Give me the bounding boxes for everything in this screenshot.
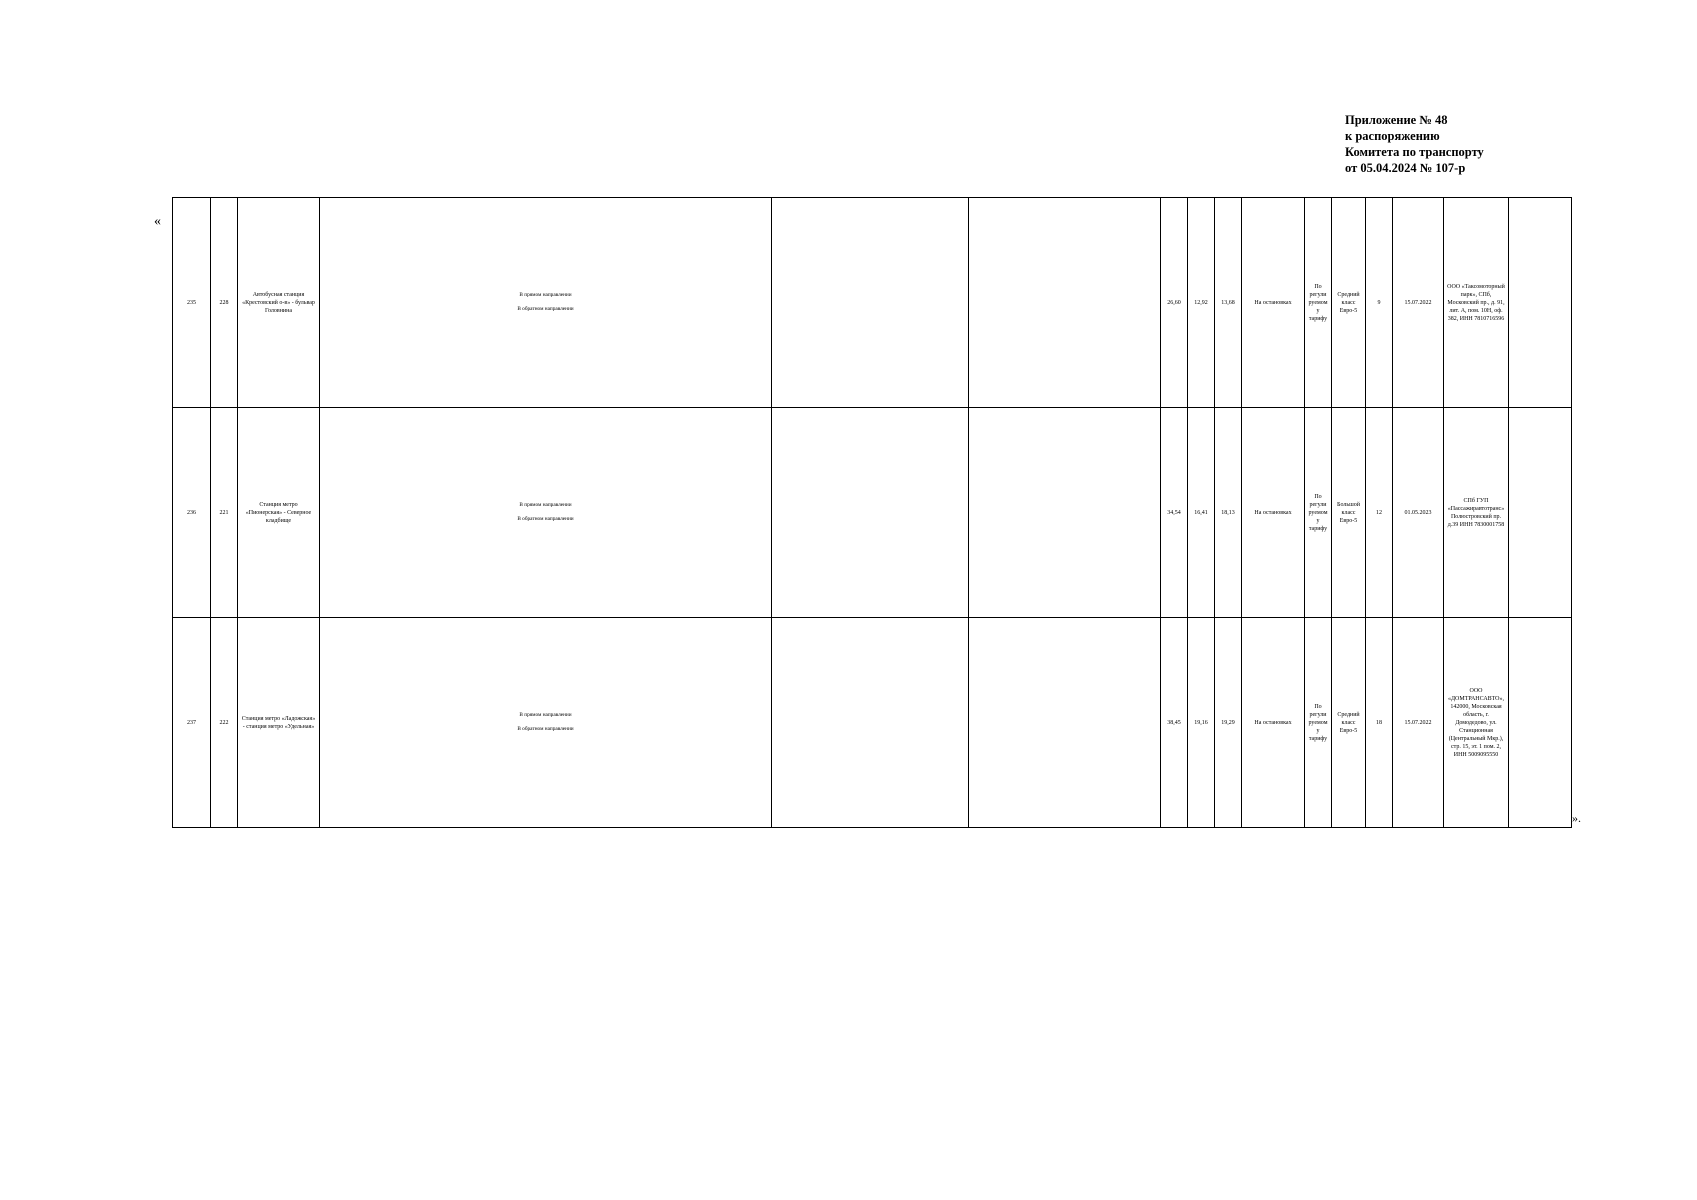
cell-route-name: Станция метро «Ладожская» - станция метро «Удельная» bbox=[238, 618, 320, 828]
cell-length-total: 34,54 bbox=[1161, 408, 1188, 618]
cell-vehicle-count: 12 bbox=[1366, 408, 1393, 618]
cell-carrier: СПб ГУП «Пассажиравтотранс» Полюстровский пр. д.39 ИНН 7830001758 bbox=[1444, 408, 1509, 618]
cell-reg-number: 237 bbox=[173, 618, 211, 828]
cell-vehicle-class: Средний класс Евро-5 bbox=[1332, 198, 1366, 408]
cell-streets-forward bbox=[772, 198, 969, 408]
cell-tariff: По регулируемому тарифу bbox=[1305, 618, 1332, 828]
cell-start-date: 15.07.2022 bbox=[1393, 618, 1444, 828]
cell-streets-forward bbox=[772, 618, 969, 828]
direction-forward-title: В прямом направлении bbox=[519, 712, 572, 718]
direction-backward-title: В обратном направлении bbox=[517, 726, 574, 732]
direction-backward-title: В обратном направлении bbox=[517, 306, 574, 312]
cell-reg-number: 235 bbox=[173, 198, 211, 408]
cell-route-name: Автобусная станция «Крестовский о-в» - бульвар Головнина bbox=[238, 198, 320, 408]
cell-route-number: 228 bbox=[211, 198, 238, 408]
cell-length-backward: 13,68 bbox=[1215, 198, 1242, 408]
cell-streets-forward bbox=[772, 408, 969, 618]
route-register-table bbox=[172, 197, 1572, 828]
cell-route-path bbox=[320, 618, 772, 828]
opening-quote: « bbox=[154, 214, 161, 229]
cell-empty bbox=[1509, 618, 1572, 828]
appendix-committee: Комитета по транспорту bbox=[1345, 145, 1484, 159]
cell-length-forward: 19,16 bbox=[1188, 618, 1215, 828]
cell-empty bbox=[1509, 408, 1572, 618]
direction-forward-title: В прямом направлении bbox=[519, 292, 572, 298]
cell-tariff: По регулируемому тарифу bbox=[1305, 198, 1332, 408]
cell-streets-backward bbox=[969, 198, 1161, 408]
cell-route-path bbox=[320, 198, 772, 408]
cell-start-date: 15.07.2022 bbox=[1393, 198, 1444, 408]
cell-stop-order: На остановках bbox=[1242, 408, 1305, 618]
cell-vehicle-class: Средний класс Евро-5 bbox=[1332, 618, 1366, 828]
cell-route-number: 222 bbox=[211, 618, 238, 828]
table-row bbox=[173, 198, 1572, 408]
cell-streets-backward bbox=[969, 618, 1161, 828]
cell-vehicle-count: 9 bbox=[1366, 198, 1393, 408]
cell-start-date: 01.05.2023 bbox=[1393, 408, 1444, 618]
cell-length-total: 38,45 bbox=[1161, 618, 1188, 828]
direction-forward-title: В прямом направлении bbox=[519, 502, 572, 508]
table-row bbox=[173, 618, 1572, 828]
cell-empty bbox=[1509, 198, 1572, 408]
cell-length-backward: 19,29 bbox=[1215, 618, 1242, 828]
cell-route-path bbox=[320, 408, 772, 618]
cell-length-total: 26,60 bbox=[1161, 198, 1188, 408]
cell-streets-backward bbox=[969, 408, 1161, 618]
appendix-ref: к распоряжению bbox=[1345, 129, 1440, 143]
cell-stop-order: На остановках bbox=[1242, 618, 1305, 828]
cell-length-forward: 16,41 bbox=[1188, 408, 1215, 618]
cell-route-name: Станция метро «Пионерская» - Северное кладбище bbox=[238, 408, 320, 618]
direction-backward-title: В обратном направлении bbox=[517, 516, 574, 522]
cell-vehicle-count: 18 bbox=[1366, 618, 1393, 828]
table-row bbox=[173, 408, 1572, 618]
closing-quote: ». bbox=[1572, 811, 1581, 825]
cell-stop-order: На остановках bbox=[1242, 198, 1305, 408]
appendix-title: Приложение № 48 bbox=[1345, 113, 1448, 127]
cell-tariff: По регулируемому тарифу bbox=[1305, 408, 1332, 618]
cell-carrier: ООО «ДОМТРАНСАВТО», 142000, Московская область, г. Домодедово, ул. Станционная (Центральный Мкр.), стр. 15, эт. 1 пом. 2, ИНН 5009095550 bbox=[1444, 618, 1509, 828]
cell-route-number: 221 bbox=[211, 408, 238, 618]
cell-reg-number: 236 bbox=[173, 408, 211, 618]
appendix-header bbox=[1345, 112, 1685, 176]
cell-vehicle-class: Большой класс Евро-5 bbox=[1332, 408, 1366, 618]
appendix-date: от 05.04.2024 № 107-р bbox=[1345, 161, 1466, 175]
cell-carrier: ООО «Таксомоторный парк», СПб, Московский пр., д. 91, лит. А, пом. 10Н, оф. 382, ИНН 7810716596 bbox=[1444, 198, 1509, 408]
cell-length-backward: 18,13 bbox=[1215, 408, 1242, 618]
cell-length-forward: 12,92 bbox=[1188, 198, 1215, 408]
